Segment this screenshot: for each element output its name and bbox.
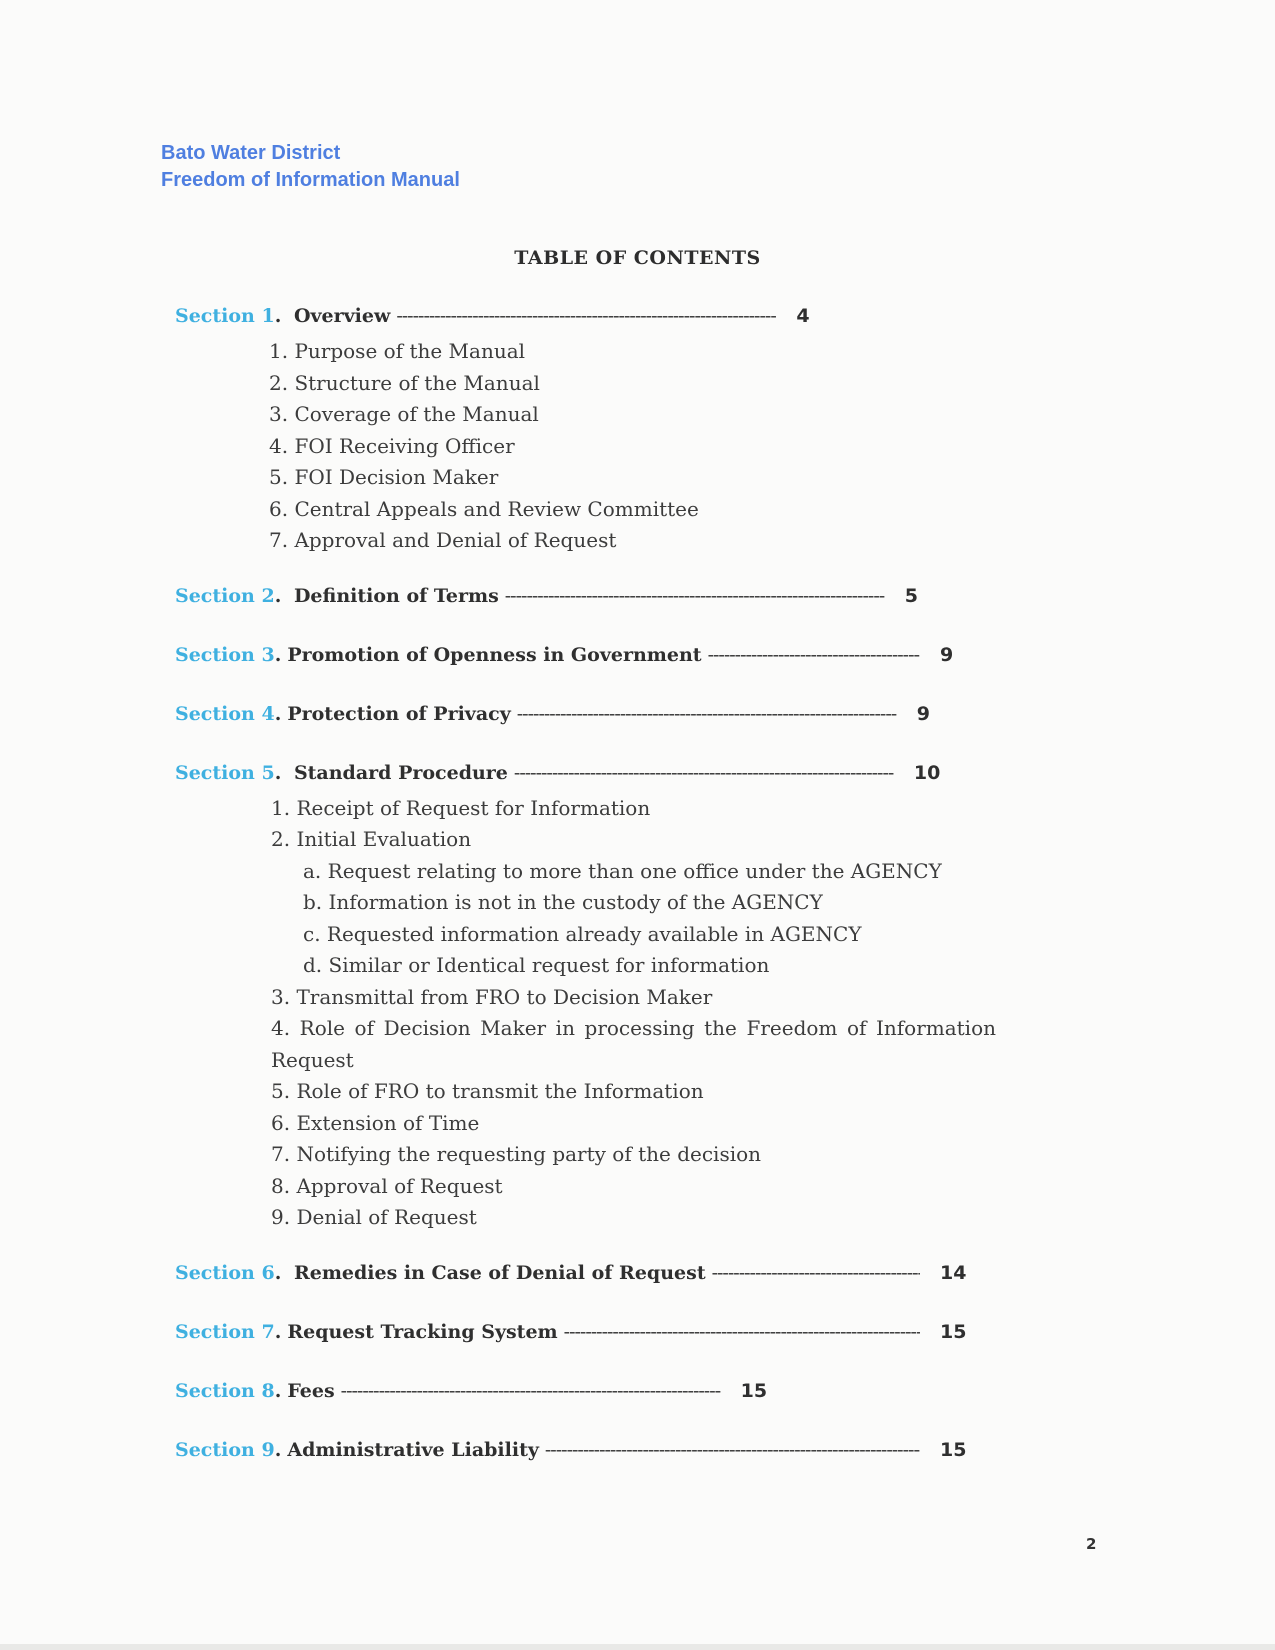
section-label: Section 1 xyxy=(175,305,275,327)
list-item: 2. Initial Evaluation xyxy=(271,827,472,851)
toc-title: TABLE OF CONTENTS xyxy=(514,247,761,269)
dot-leader xyxy=(514,762,894,784)
dot-leader xyxy=(545,1439,920,1461)
page-number: 2 xyxy=(1086,1535,1097,1553)
org-name: Bato Water District xyxy=(161,142,341,164)
section-page-number: 9 xyxy=(916,702,930,725)
section-page-number: 15 xyxy=(740,1379,768,1402)
table-of-contents xyxy=(175,305,995,1470)
dot-leader xyxy=(564,1321,920,1343)
list-item: a. Request relating to more than one office under the AGENCY xyxy=(303,858,942,883)
section-page-number: 15 xyxy=(940,1438,967,1461)
section-title: Request Tracking System xyxy=(287,1320,558,1343)
dot-leader xyxy=(505,585,885,607)
section-5-subitems xyxy=(175,793,995,1234)
section-title: Fees xyxy=(287,1379,335,1402)
list-item: 4. FOI Receiving Officer xyxy=(269,433,515,458)
section-title: Definition of Terms xyxy=(293,584,499,607)
list-item: 6. Extension of Time xyxy=(271,1110,480,1135)
list-item: 8. Approval of Request xyxy=(271,1173,503,1198)
list-item: c. Requested information already available in AGENCY xyxy=(303,921,862,946)
section-label: Section 2 xyxy=(175,584,275,607)
page-bottom-edge xyxy=(0,1644,1275,1650)
section-label: Section 3 xyxy=(175,643,275,666)
section-label: Section 6 xyxy=(175,1261,275,1284)
toc-entry-section-7[interactable]: Section 7 . Request Tracking System ----- 15 xyxy=(175,1321,995,1352)
list-item: 3. Coverage of the Manual xyxy=(269,402,539,426)
section-title: Remedies in Case of Denial of Request xyxy=(293,1261,706,1284)
section-title: Administrative Liability xyxy=(287,1438,539,1461)
section-label: Section 4 xyxy=(175,702,275,725)
section-page-number: 4 xyxy=(796,305,810,327)
section-title: Promotion of Openness in Government xyxy=(287,643,702,666)
toc-entry-section-4[interactable]: Section 4 . Protection of Privacy ----- 9 xyxy=(175,703,995,734)
toc-entry-section-2[interactable]: Section 2 . Definition of Terms ----- 5 xyxy=(175,585,995,616)
list-item: 1. Receipt of Request for Information xyxy=(271,795,651,820)
doc-title: Freedom of Information Manual xyxy=(161,169,460,191)
section-page-number: 15 xyxy=(940,1320,967,1343)
section-1-subitems xyxy=(175,336,995,557)
toc-entry-section-5[interactable]: Section 5 . Standard Procedure ----- 10 xyxy=(175,762,995,793)
list-item: 5. FOI Decision Maker xyxy=(269,465,499,489)
list-item: 2. Structure of the Manual xyxy=(269,370,540,395)
section-label: Section 9 xyxy=(175,1438,275,1461)
toc-entry-section-1[interactable]: Section 1 . Overview ----- 4 xyxy=(175,305,995,336)
list-item: 1. Purpose of the Manual xyxy=(269,339,526,363)
section-page-number: 10 xyxy=(913,761,941,784)
section-page-number: 5 xyxy=(904,584,918,607)
section-label: Section 5 xyxy=(175,761,275,784)
section-title: Protection of Privacy xyxy=(287,702,511,725)
list-item: 9. Denial of Request xyxy=(271,1205,477,1229)
list-item: 3. Transmittal from FRO to Decision Maker xyxy=(271,984,713,1009)
section-title: Standard Procedure xyxy=(293,761,508,784)
list-item: d. Similar or Identical request for information xyxy=(303,953,770,977)
section-page-number: 9 xyxy=(940,643,954,666)
section-label: Section 8 xyxy=(175,1379,275,1402)
list-item: 4. Role of Decision Maker in processing the Freedom of Information Request xyxy=(271,1016,996,1072)
dot-leader xyxy=(396,305,776,327)
dot-leader xyxy=(341,1380,721,1402)
section-label: Section 7 xyxy=(175,1320,275,1343)
toc-entry-section-9[interactable]: Section 9 . Administrative Liability ----- 15 xyxy=(175,1439,995,1470)
list-item: 7. Notifying the requesting party of the decision xyxy=(271,1142,762,1166)
list-item: 5. Role of FRO to transmit the Information xyxy=(271,1079,704,1103)
list-item: 7. Approval and Denial of Request xyxy=(269,528,617,552)
toc-entry-section-8[interactable]: Section 8 . Fees ----- 15 xyxy=(175,1380,995,1411)
dot-leader xyxy=(517,703,897,725)
toc-entry-section-3[interactable]: Section 3 . Promotion of Openness in Government ----- 9 xyxy=(175,644,995,675)
dot-leader xyxy=(708,644,920,666)
list-item: 6. Central Appeals and Review Committee xyxy=(269,496,699,521)
toc-entry-section-6[interactable]: Section 6 . Remedies in Case of Denial of Request ----- 14 xyxy=(175,1262,995,1293)
section-page-number: 14 xyxy=(940,1261,967,1284)
dot-leader xyxy=(712,1262,920,1284)
document-header xyxy=(161,140,460,194)
list-item: b. Information is not in the custody of the AGENCY xyxy=(303,890,823,914)
section-title: Overview xyxy=(293,305,391,327)
